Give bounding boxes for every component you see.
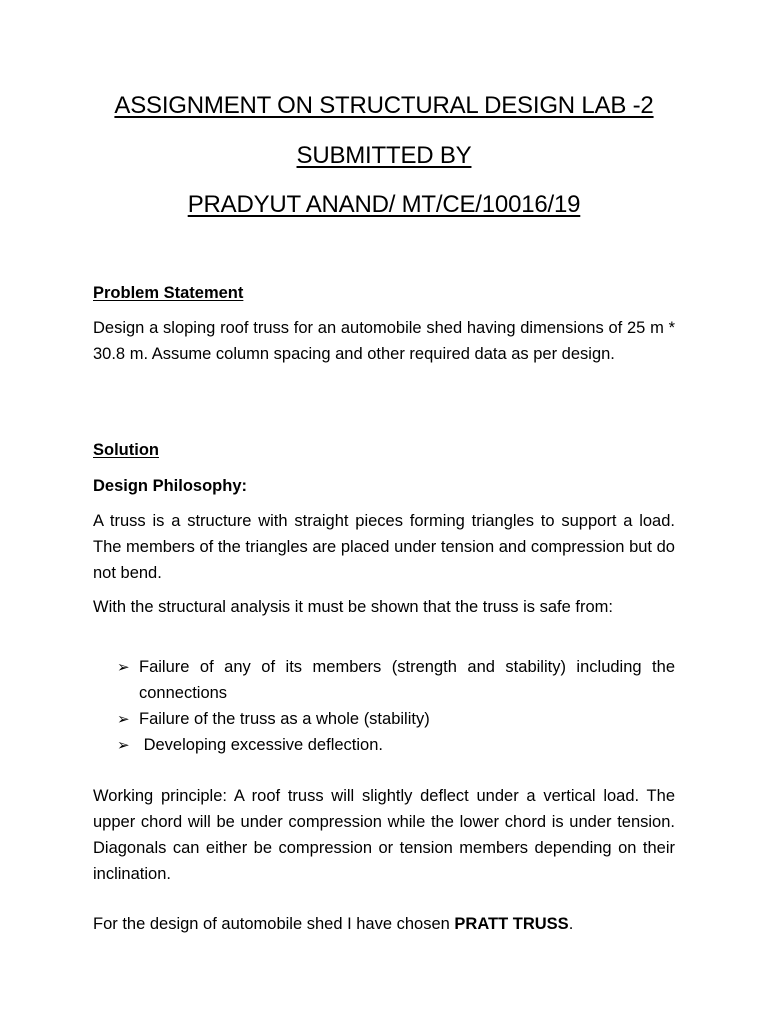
problem-statement-text: Design a sloping roof truss for an automobile shed having dimensions of 25 m * 30.8 m. Assume column spacing and other required data as per design. — [93, 319, 675, 363]
safety-intro-paragraph: With the structural analysis it must be shown that the truss is safe from: — [93, 598, 613, 616]
submitted-by-line: SUBMITTED BY — [296, 142, 472, 169]
truss-choice-suffix: . — [568, 915, 574, 933]
truss-definition-paragraph: A truss is a structure with straight pieces forming triangles to support a load. The members of the triangles are placed under tension and compression but do not bend. — [93, 512, 675, 582]
list-item-text: Failure of any of its members (strength and stability) including the connections — [139, 658, 675, 702]
list-item — [117, 732, 675, 758]
list-item — [117, 654, 675, 706]
arrow-bullet-icon: ➢ — [117, 658, 130, 676]
design-philosophy-heading: Design Philosophy: — [93, 477, 248, 495]
author-id-line: PRADYUT ANAND/ MT/CE/10016/19 — [187, 191, 581, 218]
safety-criteria-list — [117, 654, 675, 758]
truss-choice-sentence — [93, 911, 675, 937]
truss-choice-prefix: For the design of automobile shed I have chosen — [93, 915, 455, 933]
list-item — [117, 706, 675, 732]
list-item-text: Failure of the truss as a whole (stability) — [139, 710, 430, 728]
list-item-text: Developing excessive deflection. — [139, 736, 383, 754]
solution-heading: Solution — [93, 441, 159, 459]
arrow-bullet-icon: ➢ — [117, 710, 130, 728]
truss-type-name: PRATT TRUSS — [454, 915, 569, 933]
problem-statement-heading: Problem Statement — [93, 284, 244, 302]
working-principle-paragraph: Working principle: A roof truss will slightly deflect under a vertical load. The upper chord will be under compression while the lower chord is under tension. Diagonals can either be compression or tension members depending on their inclination. — [93, 787, 675, 883]
arrow-bullet-icon: ➢ — [117, 736, 130, 754]
document-title: ASSIGNMENT ON STRUCTURAL DESIGN LAB -2 — [114, 92, 654, 119]
